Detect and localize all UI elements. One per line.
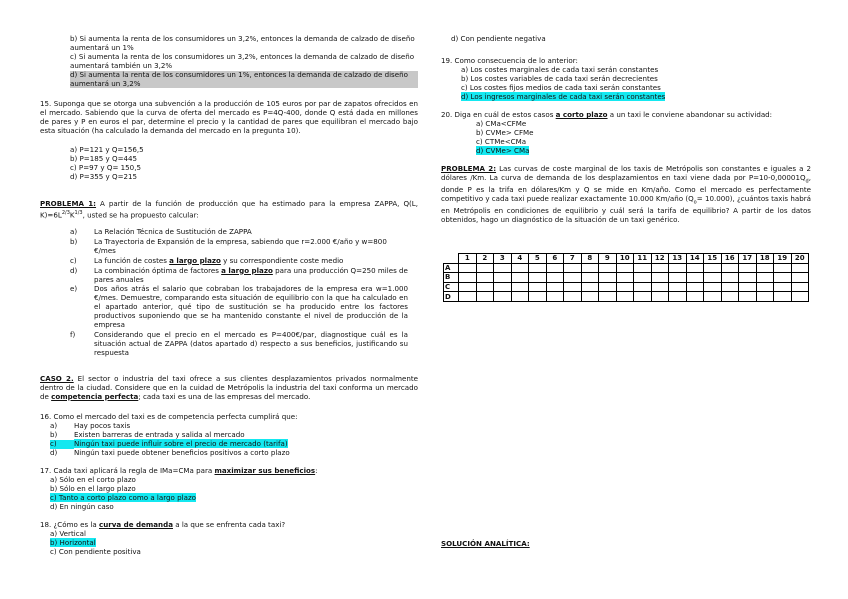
item-marker: c) [70,255,77,265]
problema1-intro [40,200,418,220]
q17-pre: 17. Cada taxi aplicará la regla de IMa=CMa para [40,466,215,475]
grid-cell [704,292,722,302]
q14-option-b: b) Si aumenta la renta de los consumidores un 3,2%, entonces la demanda de calzado de diseño aumentará un 1% [70,34,415,52]
q19 [441,57,811,102]
grid-cell [721,292,739,302]
grid-col-header: 14 [686,254,704,264]
q15-options [40,146,418,182]
q18-option-d-text: d) Con pendiente negativa [451,34,546,43]
q20-post: a un taxi le conviene abandonar su actividad: [607,110,773,119]
q19-option-d [461,93,811,102]
grid-col-header: 20 [791,254,809,264]
q14-options [40,35,418,88]
grid-row-b [444,273,809,283]
grid-col-header: 6 [546,254,564,264]
q17-option-b: b) Sólo en el largo plazo [50,483,136,493]
grid-cell [651,282,669,292]
grid-cell [616,273,634,283]
problema1-item-f [70,331,408,358]
grid-row-header: A [444,263,459,273]
q14-option-c: c) Si aumenta la renta de los consumidores un 3,2%, entonces la demanda de calzado de diseño aumentará también un 3,2% [70,51,415,70]
grid-header-row [444,254,809,264]
grid-cell [564,282,582,292]
grid-cell [791,282,809,292]
grid-cell [616,292,634,302]
problema2-t1: Las curvas de coste marginal de los taxis de Metrópolis son constantes e iguales a 2 dólares /Km. La curva de demanda de los desplazamientos en taxi viene dada por P=10-0,00001Q [441,164,811,182]
caso2-intro [40,375,418,402]
grid-cell [721,282,739,292]
item-marker: b) [70,236,78,246]
problema1-item-e [70,285,408,330]
grid-cell [791,273,809,283]
problema1-item-d [70,267,408,285]
option-marker: d) [50,447,58,457]
caso2-label: CASO 2. [40,374,74,383]
item-marker: d) [70,265,78,275]
q20-option-c: c) CTMe<CMa [476,136,527,146]
grid-cell [774,273,792,283]
option-text-highlight: Ningún taxi puede influir sobre el precio de mercado (tarifa) [74,438,288,448]
grid-cell [704,263,722,273]
grid-cell [774,263,792,273]
grid-row-c [444,282,809,292]
problema1-item-c [70,257,408,266]
grid-cell [564,292,582,302]
grid-cell [791,263,809,273]
option-marker: b) [50,429,58,439]
q18-option-a: a) Vertical [50,528,86,538]
problema1-item-a [70,228,408,237]
grid-cell [721,273,739,283]
item-underlined: a largo plazo [169,255,221,265]
problema2-t2: , donde P es la trifa en dólares/Km y Q se mide en Km/año. Como el mercado es perfectamente competitivo y cada taxi puede realizar exactamente 10.000 Km/año (Q [441,172,811,204]
item-underlined: a largo plazo [221,265,273,275]
grid-cell [634,273,652,283]
grid-cell [529,273,547,283]
item-text: para una producción Q=250 miles de pares anuales [94,265,408,284]
grid-cell [581,282,599,292]
grid-row-header: B [444,273,459,283]
grid-cell [581,273,599,283]
grid-cell [599,292,617,302]
option-text: Existen barreras de entrada y salida al mercado [74,429,245,439]
item-text: La función de costes [94,255,170,265]
q17 [40,467,418,512]
grid-col-header: 15 [704,254,722,264]
grid-col-header: 10 [616,254,634,264]
grid-cell [546,292,564,302]
option-text: Ningún taxi puede obtener beneficios positivos a corto plazo [74,447,290,457]
grid-cell [546,282,564,292]
grid-cell [581,263,599,273]
grid-cell [476,273,494,283]
grid-cell [756,263,774,273]
caso2-text1: El sector o industria del taxi ofrece a sus clientes desplazamientos privados normalmente dentro de la ciudad. Considere que en la cuidad de Metrópolis la industria del taxi conforma un mercado de [40,374,419,401]
q15-question [40,100,418,136]
grid-cell [494,292,512,302]
q17-option-a: a) Sólo en el corto plazo [50,474,136,484]
grid-cell [634,263,652,273]
problema1-mid: K [69,210,75,220]
q20 [441,111,811,156]
grid-cell [494,273,512,283]
problema1-intro-post: , usted se ha propuesto calcular: [82,210,199,220]
grid-cell [739,263,757,273]
grid-row-d [444,292,809,302]
grid-cell [599,273,617,283]
q20-underlined: a corto plazo [555,110,608,119]
grid-cell [739,282,757,292]
item-marker: e) [70,284,78,294]
grid-cell [511,263,529,273]
item-text: y su correspondiente coste medio [220,255,344,265]
q17-option-c-highlight: c) Tanto a corto plazo como a largo plazo [50,492,197,502]
caso2-underlined: competencia perfecta [51,391,139,401]
problema1-exp1: 2/3 [61,209,70,216]
q18-option-c: c) Con pendiente positiva [50,546,141,556]
grid-cell [529,282,547,292]
grid-cell [669,273,687,283]
q18-option-d [441,35,811,44]
q19-option-b: b) Los costes variables de cada taxi serán decrecientes [461,73,658,83]
item-marker: a) [70,227,78,236]
grid-cell [686,292,704,302]
grid-cell [721,263,739,273]
q15-option-a: a) P=121 y Q=156,5 [70,145,144,154]
q15-option-d: d) P=355 y Q=215 [70,171,138,181]
grid-col-header: 19 [774,254,792,264]
caso2-text2: ; cada taxi es una de las empresas del mercado. [138,391,311,401]
q18-option-b-highlight: b) Horizontal [50,537,96,547]
q20-option-b: b) CVMe> CFMe [476,127,534,137]
grid-col-header: 13 [669,254,687,264]
grid-cell [494,282,512,292]
q16 [40,413,418,458]
grid-row-header: D [444,292,459,302]
grid-cell [739,273,757,283]
item-marker: f) [70,329,76,339]
grid-cell [704,282,722,292]
grid-cell [459,282,477,292]
problema1-label: PROBLEMA 1: [40,199,97,208]
grid-col-header: 8 [581,254,599,264]
option-marker: c) [50,440,74,449]
grid-col-header: 18 [756,254,774,264]
grid-col-header: 9 [599,254,617,264]
item-text: La Trayectoria de Expansión de la empresa, sabiendo que r=2.000 €/año y w=800 €/mes [94,236,387,255]
problema1-item-b [70,238,408,256]
grid-cell [546,263,564,273]
grid-cell [459,273,477,283]
grid-cell [669,282,687,292]
q19-option-a: a) Los costes marginales de cada taxi serán constantes [461,64,659,74]
grid-corner [444,254,459,264]
grid-cell [476,263,494,273]
q20-option-d [476,147,811,156]
grid-cell [791,292,809,302]
q15-option-c: c) P=97 y Q= 150,5 [70,162,141,172]
grid-cell [634,282,652,292]
grid-cell [651,263,669,273]
q17-option-d: d) En ningún caso [50,501,114,511]
grid-cell [494,263,512,273]
grid-cell [651,292,669,302]
grid-row-a [444,263,809,273]
grid-col-header: 12 [651,254,669,264]
q18-post: a la que se enfrenta cada taxi? [172,520,286,529]
grid-col-header: 16 [721,254,739,264]
grid-cell [756,273,774,283]
grid-cell [704,273,722,283]
grid-cell [739,292,757,302]
grid-cell [634,292,652,302]
problema2-t3: = 10.000), ¿cuántos taxis habrá en Metrópolis en condiciones de equilibrio y cuál será la tarifa de equilibrio? A partir de los datos obtenidos, hago un diagnóstico de la situación de un taxi genérico. [441,194,811,225]
grid-row-header: C [444,282,459,292]
problema2-sub2: o [693,199,697,206]
option-marker: a) [50,420,58,430]
grid-cell [529,263,547,273]
grid-col-header: 2 [476,254,494,264]
grid-cell [581,292,599,302]
q17-post: : [315,466,318,475]
q16-text: 16. Como el mercado del taxi es de competencia perfecta cumplirá que: [40,412,298,421]
problema2-sub1: d [805,178,809,185]
grid-cell [686,282,704,292]
grid-cell [756,292,774,302]
grid-col-header: 4 [511,254,529,264]
grid-cell [599,282,617,292]
solucion-heading [441,540,811,549]
q19-option-d-highlight: d) Los ingresos marginales de cada taxi serán constantes [461,91,666,101]
grid-col-header: 3 [494,254,512,264]
grid-cell [564,263,582,273]
grid-cell [511,292,529,302]
grid-cell [774,292,792,302]
q19-option-c: c) Los costes fijos medios de cada taxi serán constantes [461,82,661,92]
q14-option-d: d) Si aumenta la renta de los consumidores un 1%, entonces la demanda de calzado de diseño aumentará un 3,2% [70,71,418,89]
grid-cell [616,263,634,273]
grid-cell [459,292,477,302]
q15-option-b: b) P=185 y Q=445 [70,153,138,163]
grid-cell [669,263,687,273]
answer-grid [443,253,809,302]
grid-cell [651,273,669,283]
problema2-label: PROBLEMA 2: [441,164,497,173]
q19-text: 19. Como consecuencia de lo anterior: [441,56,578,65]
q15-text: 15. Suponga que se otorga una subvención a la producción de 105 euros por par de zapatos ofrecidos en el mercado. Sabiendo que la curva de oferta del mercado es P=4Q-400, donde Q está dada en millones de pares y P en euros el par, determine el precio y la cantidad de pares que equilibran el mercado bajo esta situación (ha calculado la demanda del mercado en la pregunta 10). [40,99,418,135]
problema1-intro-pre: A partir de la función de producción que ha estimado para la empresa ZAPPA, Q(L, K)=6L [40,199,419,220]
problema1-items [40,228,418,358]
grid-cell [529,292,547,302]
grid-cell [511,273,529,283]
grid-cell [546,273,564,283]
grid-cell [616,282,634,292]
grid-cell [669,292,687,302]
q16-option-d [50,449,418,458]
solucion-title: SOLUCIÓN ANALÍTICA: [441,539,530,548]
grid-cell [511,282,529,292]
item-text: Dos años atrás el salario que cobraban los trabajadores de la empresa era w=1.000 €/mes. Demuestre, comparando esta situación de equilibrio con la que ha calculado en el apartado anterior, qué tipo de sustitución se ha producido entre los factores productivos suponiendo que se ha mantenido constante el nivel de producción de la empresa [94,284,408,330]
q17-underlined: maximizar sus beneficios [214,466,316,475]
q18 [40,521,418,557]
q20-pre: 20. Diga en cuál de estos casos [441,110,556,119]
q20-option-a: a) CMa<CFMe [476,118,527,128]
grid-col-header: 5 [529,254,547,264]
grid-cell [686,273,704,283]
item-text: La combinación óptima de factores [94,265,222,275]
q20-option-d-highlight: d) CVMe> CMa [476,145,530,155]
q18-pre: 18. ¿Cómo es la [40,520,99,529]
problema1-exp2: 1/3 [74,209,83,216]
grid-col-header: 7 [564,254,582,264]
grid-cell [599,263,617,273]
problema2 [441,165,811,225]
grid-cell [756,282,774,292]
grid-cell [459,263,477,273]
grid-col-header: 1 [459,254,477,264]
grid-col-header: 11 [634,254,652,264]
item-text: Considerando que el precio en el mercado es P=400€/par, diagnostique cuál es la situación actual de ZAPPA (datos apartado d) respecto a sus beneficios, justificando su respuesta [94,329,408,357]
grid-cell [476,292,494,302]
grid-cell [774,282,792,292]
q18-underlined: curva de demanda [99,520,173,529]
item-text: La Relación Técnica de Sustitución de ZAPPA [94,227,252,236]
grid-cell [476,282,494,292]
option-text: Hay pocos taxis [74,420,131,430]
grid-cell [686,263,704,273]
grid-cell [564,273,582,283]
grid-col-header: 17 [739,254,757,264]
